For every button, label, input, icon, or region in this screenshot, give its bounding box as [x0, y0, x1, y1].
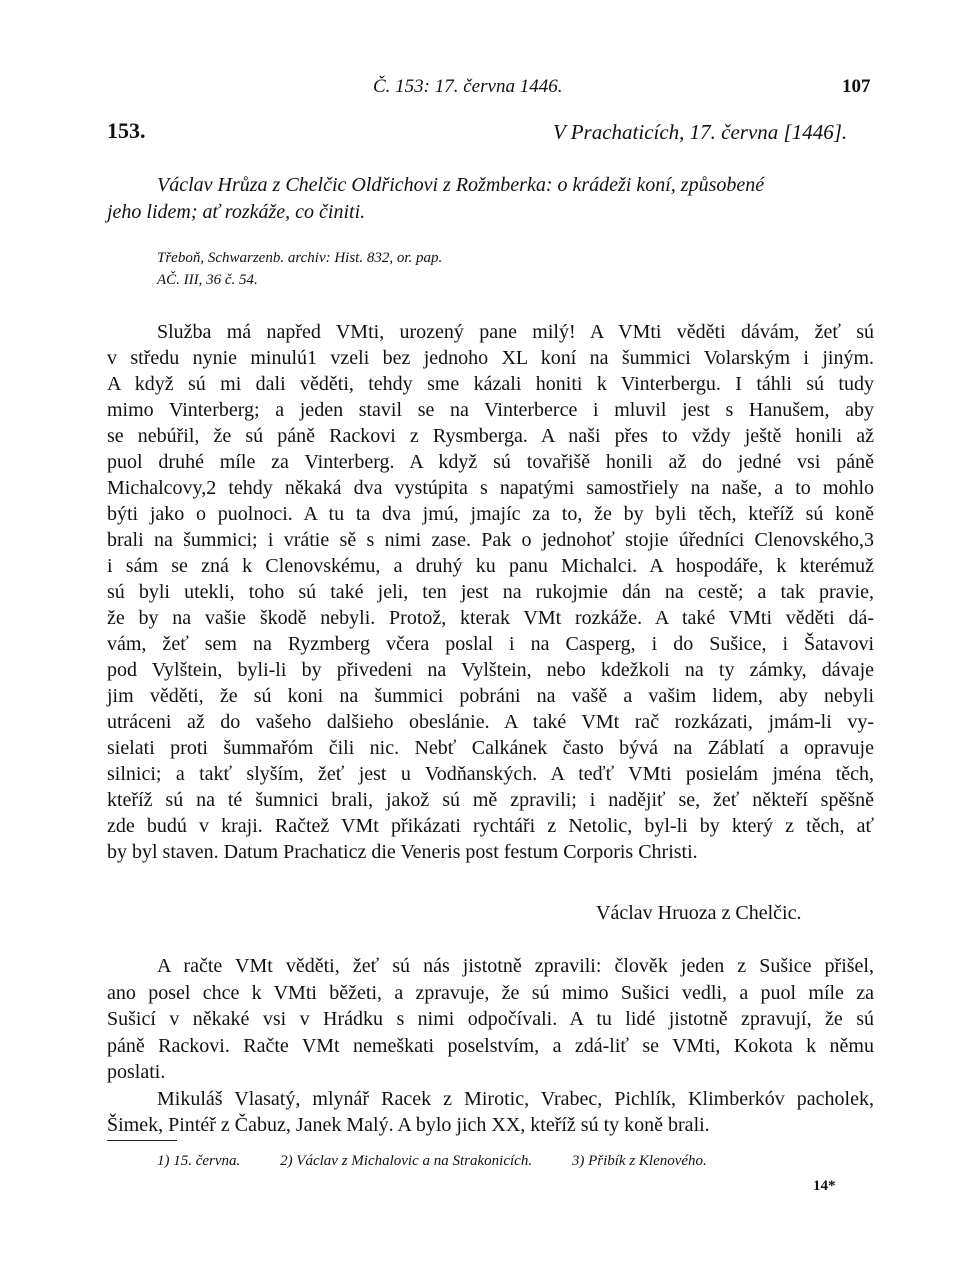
text-line: mimo Vinterberg; a jeden stavil se na Vinterberce i mluvil jest s Hanušem, aby	[107, 399, 874, 421]
text-line: páně Rackovi. Račte VMt nemeškati poselstvím, a zdá-liť se VMti, Kokota k němu	[107, 1034, 874, 1057]
document-number: 153.	[107, 118, 146, 143]
text-line: že by na vašie škodě nebyli. Protož, kterak VMt rozkáže. A také VMti věděti dá-	[107, 607, 874, 629]
text-line: Mikuláš Vlasatý, mlynář Racek z Mirotic, Vrabec, Pichlík, Klimberkóv pacholek,	[157, 1087, 874, 1110]
source-line: Třeboň, Schwarzenb. archiv: Hist. 832, or. pap.	[157, 250, 443, 266]
sheet-signature-mark: 14*	[813, 1178, 836, 1194]
footnote: 1) 15. června.	[157, 1153, 241, 1169]
text-line: vám, žeť sem na Ryzmberg včera poslal i na Casperg, i do Sušice, i Šatavovi	[107, 633, 874, 655]
regest-line: jeho lidem; ať rozkáže, co činiti.	[107, 201, 366, 223]
text-line: kteříž sú na té šumnici brali, jakož sú mě zpravili; i nadějiť se, žeť někteří spěšně	[107, 789, 874, 811]
text-line: utráceni až do vašeho dalšieho obeslánie. A také VMt rač rozkázati, jmám-li vy-	[107, 711, 874, 733]
text-line: se nebúřil, že sú páně Rackovi z Rysmberga. A naši přes to vždy ještě honili až	[107, 425, 874, 447]
place-date: V Prachaticích, 17. června [1446].	[553, 120, 848, 144]
text-line: silnici; a takť slyším, žeť jest u Vodňanských. A teďť VMti posielám jména těch,	[107, 763, 874, 785]
text-line: Služba má napřed VMti, urozený pane milý! A VMti věděti dávám, žeť sú	[157, 321, 874, 343]
text-line: pod Vylštein, byli-li by přivedeni na Vylštein, nebo kdežkoli na ty zámky, dávaje	[107, 659, 874, 681]
text-line: by byl staven. Datum Prachaticz die Veneris post festum Corporis Christi.	[107, 841, 698, 863]
page-number: 107	[842, 76, 871, 97]
running-title: Č. 153: 17. června 1446.	[373, 76, 563, 97]
footnotes	[157, 1153, 743, 1170]
text-line: brali na šummici; i vrátie sě s nimi zase. Pak o jednohoť stojie úředníci Clenovského,3	[107, 529, 874, 551]
text-line: jim věděti, že sú koni na šummici pobráni na vašě a vašim lidem, aby nebyli	[107, 685, 874, 707]
text-line: zde budú v kraji. Račtež VMt přikázati rychtáři z Netolic, byl-li by který z těch, ať	[107, 815, 874, 837]
text-line: Šimek, Pintéř z Čabuz, Janek Malý. A bylo jich XX, kteříž sú ty koně brali.	[107, 1114, 710, 1136]
signature: Václav Hruoza z Chelčic.	[596, 902, 802, 924]
text-line: Sušicí v někaké vsi v Hrádku s nimi odpočívali. A tu lidé jistotně zpravují, že sú	[107, 1008, 874, 1030]
text-line: Michalcovy,2 tehdy někaká dva vystúpita s napatými samostřiely na naše, a to mohlo	[107, 477, 874, 499]
regest-line: Václav Hrůza z Chelčic Oldřichovi z Rožmberka: o krádeži koní, způsobené	[157, 174, 765, 196]
text-line: puol druhé míle za Vinterberg. A když sú tovařišě honili až do jedné vsi páně	[107, 451, 874, 473]
letter-body	[107, 319, 874, 865]
text-line: i sám se zná k Clenovskému, a druhý ku panu Michalci. A hospodáře, k kterémuž	[107, 555, 874, 577]
text-line: A když sú mi dali věděti, tehdy sme kázali honiti k Vinterbergu. I táhli sú tudy	[107, 373, 874, 395]
regest	[107, 172, 874, 226]
text-line: ano posel chce k VMti běžeti, a zpravuje, že sú mimo Sušici vedli, a puol míle za	[107, 981, 874, 1004]
text-line: poslati.	[107, 1061, 166, 1083]
text-line: A račte VMt věděti, žeť sú nás jistotně zpravili: člověk jeden z Sušice přišel,	[157, 955, 874, 977]
footnote: 3) Přibík z Klenového.	[571, 1153, 707, 1169]
text-line: sielati proti šummařóm čili nic. Nebť Calkánek často bývá na Záblatí a opravuje	[107, 737, 874, 759]
text-line: sú byli utekli, toho sú také jeli, ten jest na rukojmie dán na cestě; a tak pravie,	[107, 581, 874, 603]
footnote: 2) Václav z Michalovic a na Strakonicích.	[280, 1153, 533, 1169]
text-line: býti jako o puolnoci. A tu ta dva jmú, jmajíc za to, že by byli těch, kteříž sú koně	[107, 503, 874, 525]
text-line: v středu nynie minulú1 vzeli bez jednoho XL koní na šummici Volarským i jiným.	[107, 347, 874, 369]
source-line: AČ. III, 36 č. 54.	[157, 272, 258, 288]
postscript	[107, 953, 874, 1139]
footnote-rule	[107, 1140, 177, 1141]
